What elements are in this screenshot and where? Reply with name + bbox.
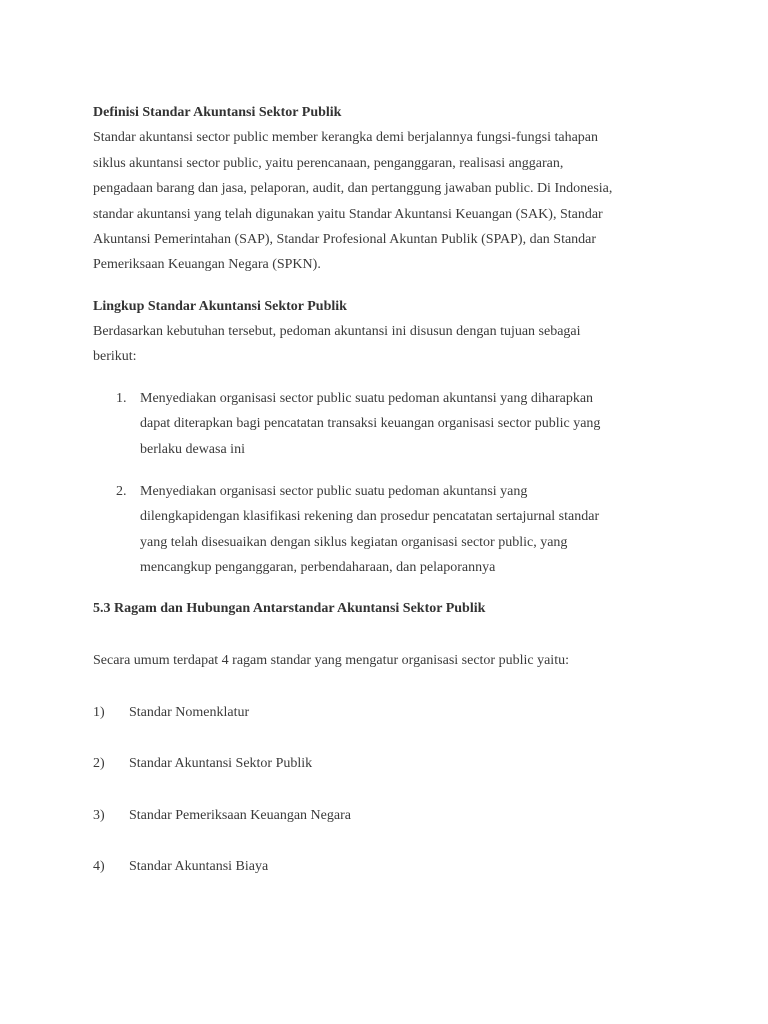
paragraph-line: Standar akuntansi sector public member kerangka demi berjalannya fungsi-fungsi tahapan bbox=[93, 130, 598, 145]
section-heading-ragam: 5.3 Ragam dan Hubungan Antarstandar Akuntansi Sektor Publik bbox=[93, 601, 486, 616]
list-item-number: 3) bbox=[93, 808, 105, 823]
list-item-line: yang telah disesuaikan dengan siklus kegiatan organisasi sector public, yang bbox=[140, 535, 568, 550]
list-item-text: Standar Akuntansi Sektor Publik bbox=[129, 756, 313, 771]
list-item-number: 2. bbox=[116, 484, 127, 499]
list-item-line: berlaku dewasa ini bbox=[140, 442, 245, 457]
paragraph-line: pengadaan barang dan jasa, pelaporan, audit, dan pertanggung jawaban public. Di Indonesia, bbox=[93, 181, 613, 196]
paragraph-line: standar akuntansi yang telah digunakan yaitu Standar Akuntansi Keuangan (SAK), Standar bbox=[93, 207, 603, 222]
list-item-line: mencangkup penganggaran, perbendaharaan, dan pelaporannya bbox=[140, 560, 496, 575]
list-item-text: Standar Akuntansi Biaya bbox=[129, 859, 269, 874]
list-item-line: dilengkapidengan klasifikasi rekening dan prosedur pencatatan sertajurnal standar bbox=[140, 509, 600, 524]
list-item-text: Standar Nomenklatur bbox=[129, 705, 250, 720]
list-item-number: 2) bbox=[93, 756, 105, 771]
paragraph-line: Secara umum terdapat 4 ragam standar yang mengatur organisasi sector public yaitu: bbox=[93, 653, 569, 668]
list-item-line: dapat diterapkan bagi pencatatan transaksi keuangan organisasi sector public yang bbox=[140, 416, 601, 431]
list-item-number: 4) bbox=[93, 859, 105, 874]
paragraph-line: Akuntansi Pemerintahan (SAP), Standar Profesional Akuntan Publik (SPAP), dan Standar bbox=[93, 232, 597, 247]
paragraph-line: Berdasarkan kebutuhan tersebut, pedoman akuntansi ini disusun dengan tujuan sebagai bbox=[93, 324, 581, 339]
paragraph-line: berikut: bbox=[93, 349, 137, 364]
paragraph-line: Pemeriksaan Keuangan Negara (SPKN). bbox=[93, 257, 321, 272]
list-item-number: 1) bbox=[93, 705, 105, 720]
list-item-number: 1. bbox=[116, 391, 127, 406]
section-heading-lingkup: Lingkup Standar Akuntansi Sektor Publik bbox=[93, 299, 347, 314]
section-heading-definisi: Definisi Standar Akuntansi Sektor Publik bbox=[93, 105, 342, 120]
list-item-line: Menyediakan organisasi sector public suatu pedoman akuntansi yang bbox=[140, 484, 528, 499]
list-item-text: Standar Pemeriksaan Keuangan Negara bbox=[129, 808, 351, 823]
paragraph-line: siklus akuntansi sector public, yaitu perencanaan, penganggaran, realisasi anggaran, bbox=[93, 156, 564, 171]
list-item-line: Menyediakan organisasi sector public suatu pedoman akuntansi yang diharapkan bbox=[140, 391, 594, 406]
